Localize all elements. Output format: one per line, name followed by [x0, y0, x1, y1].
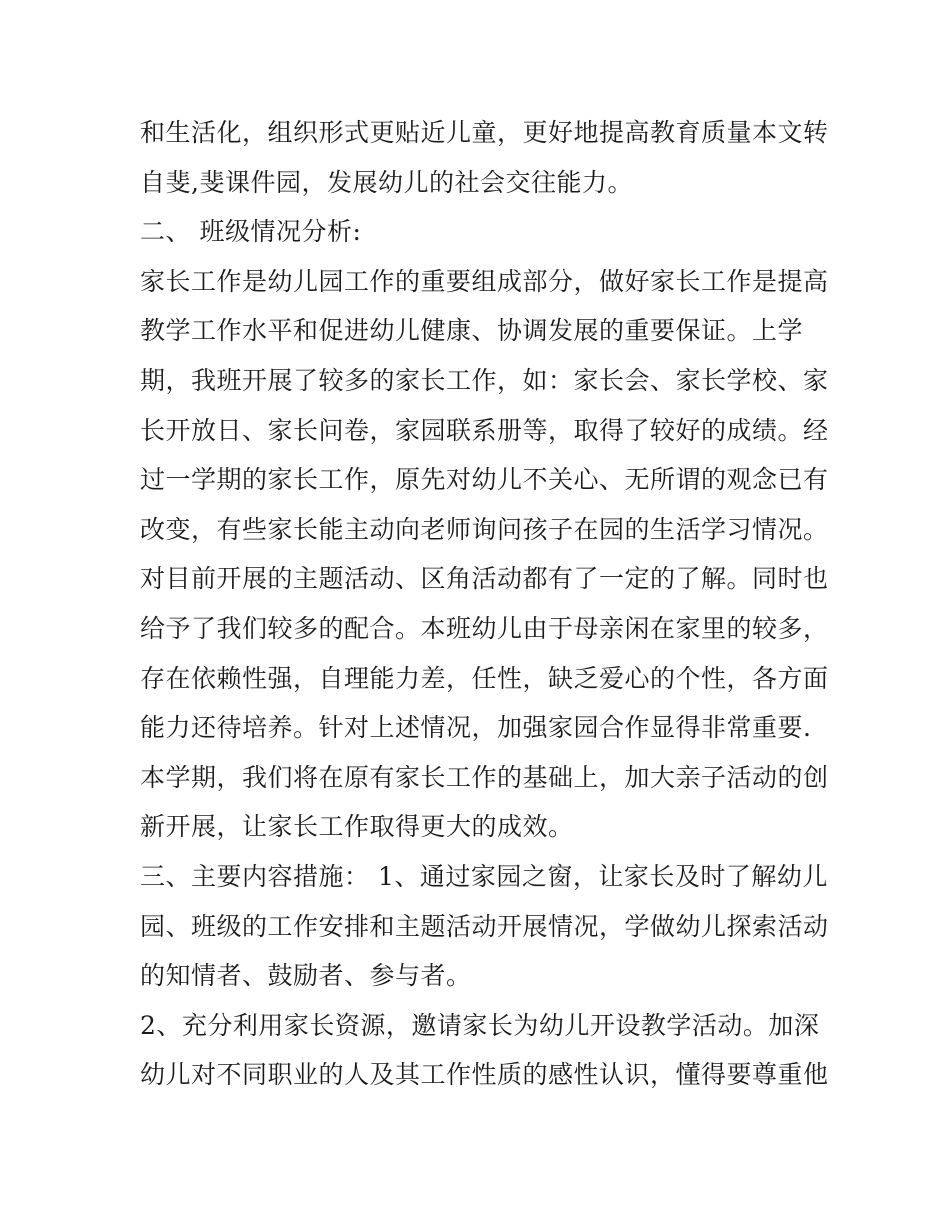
body-text	[140, 108, 829, 1100]
text-line: 家长工作是幼儿园工作的重要组成部分，做好家长工作是提高	[140, 266, 829, 296]
text-line: 自斐,斐课件园，发展幼儿的社会交往能力。	[140, 167, 633, 197]
text-line: 园、班级的工作安排和主题活动开展情况，学做幼儿探索活动	[140, 911, 829, 941]
text-line: 新开展，让家长工作取得更大的成效。	[140, 812, 574, 842]
text-line: 长开放日、家长问卷，家园联系册等，取得了较好的成绩。经	[140, 415, 829, 445]
text-line: 幼儿对不同职业的人及其工作性质的感性认识，懂得要尊重他	[140, 1060, 829, 1090]
text-line: 改变，有些家长能主动向老师询问孩子在园的生活学习情况。	[140, 514, 829, 544]
text-line: 和生活化，组织形式更贴近儿童，更好地提高教育质量本文转	[140, 118, 829, 147]
text-line: 教学工作水平和促进幼儿健康、协调发展的重要保证。上学	[140, 316, 804, 346]
text-line: 对目前开展的主题活动、区角活动都有了一定的了解。同时也	[140, 564, 829, 594]
section-heading: 二、 班级情况分析:	[140, 217, 362, 247]
text-line: 的知情者、鼓励者、参与者。	[140, 961, 472, 991]
text-line: 期，我班开展了较多的家长工作，如：家长会、家长学校、家	[140, 365, 829, 395]
text-line: 给予了我们较多的配合。本班幼儿由于母亲闲在家里的较多，	[140, 613, 829, 643]
text-line: 过一学期的家长工作，原先对幼儿不关心、无所谓的观念已有	[140, 465, 829, 495]
text-line: 能力还待培养。针对上述情况，加强家园合作显得非常重要.	[140, 713, 812, 743]
text-line: 2、充分利用家长资源，邀请家长为幼儿开设教学活动。加深	[140, 1010, 820, 1040]
text-line: 本学期，我们将在原有家长工作的基础上，加大亲子活动的创	[140, 762, 829, 792]
text-line: 存在依赖性强，自理能力差，任性，缺乏爱心的个性，各方面	[140, 663, 829, 693]
section-heading: 三、主要内容措施： 1、通过家园之窗，让家长及时了解幼儿	[140, 861, 828, 891]
